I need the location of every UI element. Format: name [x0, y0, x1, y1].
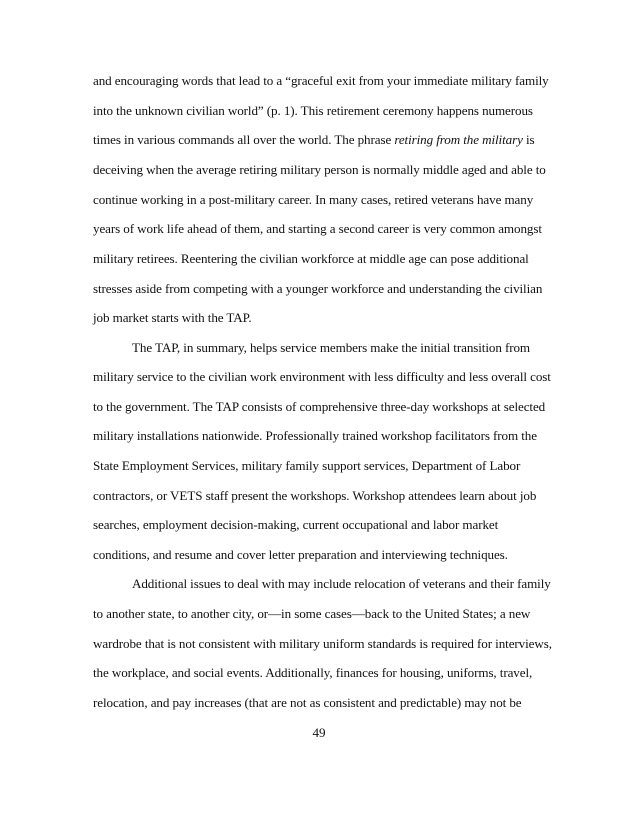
paragraph-2-first-line: The TAP, in summary, helps service members make the initial transition from [132, 340, 530, 355]
text-line-4: deceiving when the average retiring military person is normally middle aged and able to [93, 162, 546, 177]
text-line-2: into the unknown civilian world” (p. 1). This retirement ceremony happens numerous [93, 103, 533, 118]
italic-phrase: retiring from the military [394, 132, 523, 147]
text-line-13: military installations nationwide. Professionally trained workshop facilitators from the [93, 428, 537, 443]
text-line-6: years of work life ahead of them, and starting a second career is very common amongst [93, 221, 542, 236]
text-line-3-end: is [522, 132, 535, 147]
text-line-20: wardrobe that is not consistent with military uniform standards is required for interviews, [93, 636, 552, 651]
page-number: 49 [312, 725, 326, 740]
text-line-15: contractors, or VETS staff present the workshops. Workshop attendees learn about job [93, 488, 537, 503]
paragraph-3-first-line: Additional issues to deal with may include relocation of veterans and their family [132, 576, 551, 591]
text-line-9: job market starts with the TAP. [93, 310, 252, 325]
text-line-3 [93, 132, 535, 148]
text-line-7: military retirees. Reentering the civilian workforce at middle age can pose additional [93, 251, 529, 266]
text-line-21: the workplace, and social events. Additionally, finances for housing, uniforms, travel, [93, 665, 533, 680]
text-line-3-start: times in various commands all over the world. The phrase [93, 132, 395, 147]
text-line-16: searches, employment decision-making, current occupational and labor market [93, 517, 499, 532]
text-line-5: continue working in a post-military career. In many cases, retired veterans have many [93, 192, 534, 207]
text-line-19: to another state, to another city, or—in some cases—back to the United States; a new [93, 606, 531, 621]
text-line-17: conditions, and resume and cover letter preparation and interviewing techniques. [93, 547, 508, 562]
text-line-11: military service to the civilian work environment with less difficulty and less overall cost [93, 369, 551, 384]
text-line-1: and encouraging words that lead to a “graceful exit from your immediate military family [93, 73, 549, 88]
text-line-12: to the government. The TAP consists of comprehensive three-day workshops at selected [93, 399, 546, 414]
text-line-8: stresses aside from competing with a younger workforce and understanding the civilian [93, 281, 543, 296]
text-line-14: State Employment Services, military family support services, Department of Labor [93, 458, 521, 473]
text-line-22: relocation, and pay increases (that are not as consistent and predictable) may not be [93, 695, 522, 710]
